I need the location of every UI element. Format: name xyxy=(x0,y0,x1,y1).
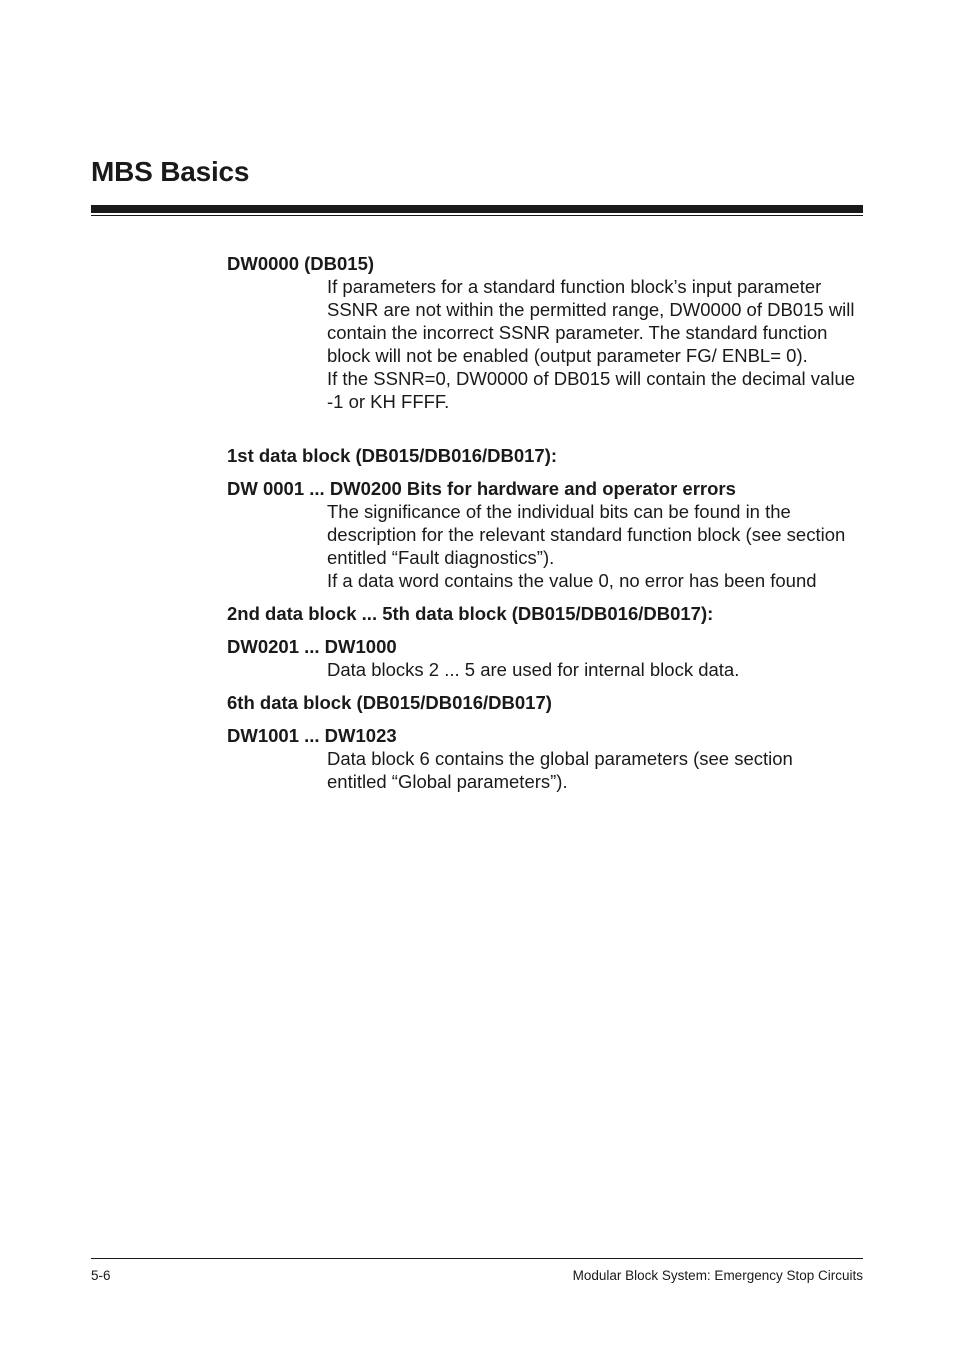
section-heading-dw0201-dw1000: DW0201 ... DW1000 xyxy=(227,636,397,657)
page-number: 5-6 xyxy=(91,1268,111,1283)
section-paragraph: If a data word contains the value 0, no error has been found xyxy=(327,570,817,591)
title-rule xyxy=(91,205,863,213)
section-paragraph: The significance of the individual bits can be found in the description for the relevant standard function block (see section entitled “Fault diagnostics”). xyxy=(327,501,846,568)
page-title: MBS Basics xyxy=(91,156,250,187)
footer-rule xyxy=(91,1258,863,1259)
section-paragraph: If parameters for a standard function block’s input parameter SSNR are not within the permitted range, DW0000 of DB015 will contain the incorrect SSNR parameter. The standard function block will not be enabled (output parameter FG/ ENBL= 0). xyxy=(327,276,855,366)
footer-document-title: Modular Block System: Emergency Stop Circuits xyxy=(572,1268,863,1283)
section-heading-1st-data-block: 1st data block (DB015/DB016/DB017): xyxy=(227,445,558,466)
section-heading-6th-data-block: 6th data block (DB015/DB016/DB017) xyxy=(227,692,552,713)
section-paragraph: Data block 6 contains the global parameters (see section entitled “Global parameters”). xyxy=(327,748,793,792)
section-heading-2nd-5th-data-block: 2nd data block ... 5th data block (DB015/DB016/DB017): xyxy=(227,603,714,624)
section-heading-dw0000: DW0000 (DB015) xyxy=(227,253,375,274)
section-heading-dw1001-dw1023: DW1001 ... DW1023 xyxy=(227,725,397,746)
title-underline xyxy=(91,215,863,216)
section-paragraph: Data blocks 2 ... 5 are used for internal block data. xyxy=(327,659,740,680)
main-content xyxy=(227,252,863,793)
section-heading-dw0001-dw0200: DW 0001 ... DW0200 Bits for hardware and operator errors xyxy=(227,478,736,499)
section-paragraph: If the SSNR=0, DW0000 of DB015 will contain the decimal value -1 or KH FFFF. xyxy=(327,368,856,412)
